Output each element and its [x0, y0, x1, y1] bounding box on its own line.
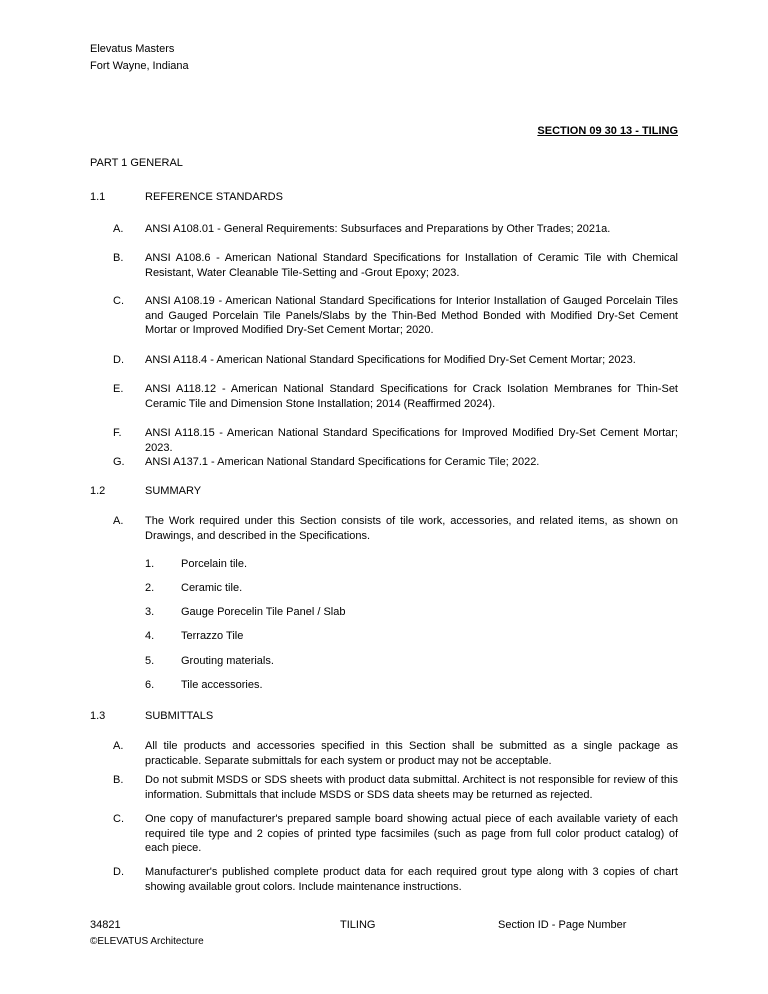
item-text: Do not submit MSDS or SDS sheets with product data submittal. Architect is not responsible for review of this information. Submittals that include MSDS or SDS data sheets may be returned as rejected. — [145, 774, 678, 801]
article-title: REFERENCE STANDARDS — [145, 191, 283, 203]
subitem-text: Terrazzo Tile — [181, 630, 244, 642]
subitem-label: 1. — [145, 558, 155, 570]
footer-page-ref: Section ID - Page Number — [498, 919, 627, 931]
item-text: One copy of manufacturer's prepared sample board showing actual piece of each available variety of each required tile type and 2 copies of printed type facsimiles (such as page from full color product catalog) of each piece. — [145, 813, 678, 854]
subitem-label: 3. — [145, 606, 155, 618]
subitem-label: 5. — [145, 655, 155, 667]
article-title: SUBMITTALS — [145, 710, 214, 722]
subitem-label: 4. — [145, 630, 155, 642]
item-text: Manufacturer's published complete product data for each required grout type along with 3 copies of chart showing available grout colors. Include maintenance instructions. — [145, 866, 678, 893]
header-location: Fort Wayne, Indiana — [90, 60, 189, 72]
subitem-text: Porcelain tile. — [181, 558, 248, 570]
item-text: The Work required under this Section consists of tile work, accessories, and related items, as shown on Drawings, and described in the Specifications. — [145, 515, 678, 542]
item-label: D. — [113, 866, 124, 878]
subitem-text: Gauge Porecelin Tile Panel / Slab — [181, 606, 346, 618]
item-text: ANSI A118.15 - American National Standard Specifications for Improved Modified Dry-Set Cement Mortar; 2023. — [145, 427, 678, 454]
item-text: ANSI A108.6 - American National Standard Specifications for Installation of Ceramic Tile with Chemical Resistant, Water Cleanable Tile-Setting and -Grout Epoxy; 2023. — [145, 252, 678, 279]
article-number: 1.2 — [90, 485, 106, 497]
subitem-text: Ceramic tile. — [181, 582, 243, 594]
item-text: ANSI A137.1 - American National Standard Specifications for Ceramic Tile; 2022. — [145, 456, 540, 468]
header-company: Elevatus Masters — [90, 43, 175, 55]
footer-project-number: 34821 — [90, 919, 121, 931]
item-label: A. — [113, 740, 124, 752]
item-label: B. — [113, 252, 124, 264]
item-label: A. — [113, 515, 124, 527]
subitem-text: Tile accessories. — [181, 679, 263, 691]
item-text: ANSI A118.12 - American National Standard Specifications for Crack Isolation Membranes for Thin-Set Ceramic Tile and Dimension Stone Installation; 2014 (Reaffirmed 2024). — [145, 383, 678, 410]
subitem-label: 2. — [145, 582, 155, 594]
item-label: D. — [113, 354, 124, 366]
item-text: ANSI A108.01 - General Requirements: Subsurfaces and Preparations by Other Trades; 2021a. — [145, 223, 611, 235]
subitem-text: Grouting materials. — [181, 655, 274, 667]
article-number: 1.1 — [90, 191, 106, 203]
item-text: All tile products and accessories specified in this Section shall be submitted as a single package as practicable. Separate submittals for each system or product may not be acceptable. — [145, 740, 678, 767]
part-heading: PART 1 GENERAL — [90, 157, 183, 169]
item-label: F. — [113, 427, 122, 439]
item-text: ANSI A108.19 - American National Standard Specifications for Interior Installation of Gauged Porcelain Tiles and Gauged Porcelain Tile Panels/Slabs by the Thin-Bed Method Bonded with Modified Dry-Set Cement Mortar or Improved Modified Dry-Set Cement Mortar; 2020. — [145, 295, 678, 336]
footer-section-name: TILING — [340, 919, 376, 931]
article-title: SUMMARY — [145, 485, 202, 497]
item-text: ANSI A118.4 - American National Standard Specifications for Modified Dry-Set Cement Mortar; 2023. — [145, 354, 636, 366]
item-label: C. — [113, 295, 124, 307]
article-number: 1.3 — [90, 710, 106, 722]
item-label: G. — [113, 456, 125, 468]
section-title: SECTION 09 30 13 - TILING — [537, 125, 678, 137]
subitem-label: 6. — [145, 679, 155, 691]
item-label: C. — [113, 813, 124, 825]
item-label: B. — [113, 774, 124, 786]
item-label: A. — [113, 223, 124, 235]
item-label: E. — [113, 383, 124, 395]
footer-copyright: ©ELEVATUS Architecture — [90, 936, 204, 947]
